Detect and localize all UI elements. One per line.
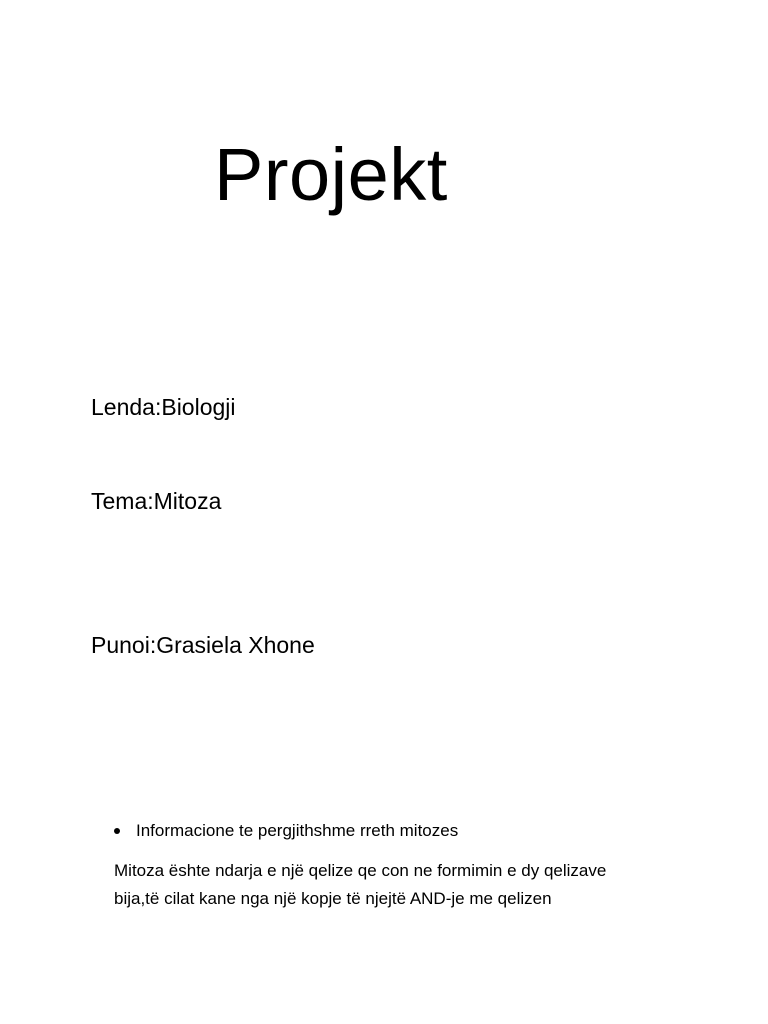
- paragraph-line: Mitoza ështe ndarja e një qelize qe con ne formimin e dy qelizave: [114, 861, 607, 880]
- bullet-text: Informacione te pergjithshme rreth mitozes: [136, 821, 459, 840]
- body-paragraph: [114, 857, 694, 913]
- bullet-icon: [114, 828, 120, 834]
- bullet-list-item: [114, 822, 458, 839]
- subject-line: Lenda:Biologji: [91, 394, 236, 420]
- document-title: Projekt: [214, 133, 448, 216]
- author-line: Punoi:Grasiela Xhone: [91, 632, 315, 658]
- topic-line: Tema:Mitoza: [91, 488, 222, 514]
- paragraph-line: bija,të cilat kane nga një kopje të njejtë AND-je me qelizen: [114, 889, 552, 908]
